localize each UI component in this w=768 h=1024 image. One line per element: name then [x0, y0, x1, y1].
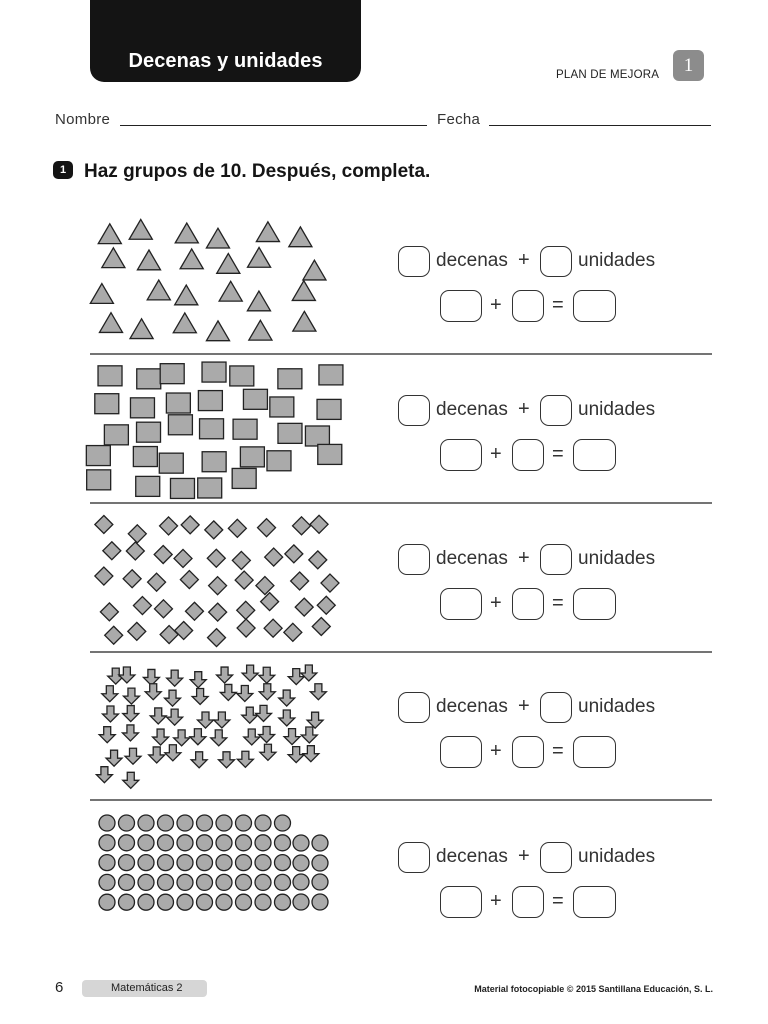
diamond-icon	[180, 571, 198, 589]
arrow-down-icon	[301, 665, 317, 681]
circle-icon	[119, 874, 135, 890]
arrow-down-icon	[123, 706, 139, 722]
diamond-icon	[258, 519, 276, 537]
circle-icon	[99, 874, 115, 890]
circle-icon	[158, 874, 174, 890]
units-label: unidades	[578, 696, 656, 717]
arrow-down-icon	[96, 767, 112, 783]
diamond-icon	[105, 626, 123, 644]
book-label: Matemáticas 2	[82, 980, 207, 997]
diamond-icon	[209, 603, 227, 621]
arrow-down-icon	[259, 727, 275, 743]
circle-icon	[177, 874, 193, 890]
circle-icon	[119, 894, 135, 910]
circle-icon	[138, 835, 154, 851]
plan-label: PLAN DE MEJORA	[556, 69, 660, 81]
arrow-down-icon	[150, 708, 166, 724]
diamond-icon	[205, 521, 223, 539]
plus-sign: +	[490, 592, 502, 614]
date-label: Fecha	[437, 111, 481, 128]
arrow-down-icon	[165, 690, 181, 706]
circle-icon	[197, 815, 213, 831]
diamond-icon	[321, 574, 339, 592]
circle-icon	[197, 874, 213, 890]
diamond-icon	[95, 567, 113, 585]
diamond-icon	[295, 598, 313, 616]
tens-value-box[interactable]	[440, 588, 482, 620]
arrow-down-icon	[284, 729, 300, 745]
triangle-icon	[147, 280, 170, 300]
arrow-down-icon	[149, 747, 165, 763]
circle-icon	[216, 815, 232, 831]
triangle-icon	[173, 313, 196, 333]
diamond-icon	[181, 516, 199, 534]
diamond-icon	[185, 602, 203, 620]
diamond-icon	[261, 593, 279, 611]
plus-sign: +	[490, 890, 502, 912]
square-icon	[133, 447, 157, 467]
diamond-icon	[235, 571, 253, 589]
triangle-icon	[293, 311, 316, 331]
plus-sign: +	[490, 294, 502, 316]
circle-icon	[236, 874, 252, 890]
triangle-icon	[130, 319, 153, 339]
arrow-down-icon	[99, 727, 115, 743]
circle-icon	[138, 815, 154, 831]
circle-icon	[197, 835, 213, 851]
circle-icon	[158, 815, 174, 831]
arrow-down-icon	[279, 690, 295, 706]
name-label: Nombre	[55, 111, 111, 128]
arrow-down-icon	[242, 707, 258, 723]
circle-icon	[197, 894, 213, 910]
circle-icon	[99, 835, 115, 851]
circle-icon	[236, 894, 252, 910]
arrow-down-icon	[143, 669, 159, 685]
equals-sign: =	[552, 740, 564, 762]
diamond-icon	[232, 551, 250, 569]
arrow-down-icon	[307, 712, 323, 728]
circle-icon	[312, 855, 328, 871]
plus-sign: +	[518, 249, 530, 271]
units-input-box[interactable]	[540, 692, 572, 723]
arrow-down-icon	[237, 686, 253, 702]
answer-block	[396, 692, 676, 792]
diamond-icon	[95, 516, 113, 534]
square-icon	[130, 398, 154, 418]
circle-icon	[138, 874, 154, 890]
circle-icon	[158, 894, 174, 910]
tens-input-box[interactable]	[398, 692, 430, 723]
circle-icon	[158, 835, 174, 851]
square-icon	[95, 394, 119, 414]
diamond-icon	[209, 577, 227, 595]
arrow-down-icon	[167, 670, 183, 686]
arrow-down-icon	[279, 710, 295, 726]
tens-value-box[interactable]	[440, 886, 482, 918]
square-icon	[136, 476, 160, 496]
arrow-down-icon	[102, 706, 118, 722]
circle-icon	[275, 894, 291, 910]
tens-label: decenas	[436, 399, 508, 420]
arrow-down-icon	[153, 729, 169, 745]
circle-icon	[177, 815, 193, 831]
diamond-icon	[228, 519, 246, 537]
arrow-down-icon	[288, 669, 304, 685]
diamond-icon	[103, 542, 121, 560]
circle-icon	[312, 874, 328, 890]
circle-icon	[275, 855, 291, 871]
arrow-down-icon	[106, 750, 122, 766]
units-value-box[interactable]	[512, 736, 544, 768]
plus-sign: +	[490, 740, 502, 762]
square-icon	[137, 422, 161, 442]
square-icon	[200, 419, 224, 439]
diamond-icon	[285, 545, 303, 563]
plus-sign: +	[518, 695, 530, 717]
circle-icon	[99, 894, 115, 910]
total-value-box[interactable]	[573, 588, 616, 620]
circle-icon	[293, 855, 309, 871]
tens-label: decenas	[436, 548, 508, 569]
circle-icon	[138, 855, 154, 871]
diamond-icon	[265, 548, 283, 566]
arrow-down-icon	[237, 751, 253, 767]
circle-icon	[99, 855, 115, 871]
tens-input-box[interactable]	[398, 842, 430, 873]
square-icon	[98, 366, 122, 386]
triangle-icon	[206, 228, 229, 248]
units-label: unidades	[578, 250, 656, 271]
arrow-down-icon	[214, 712, 230, 728]
triangle-icon	[180, 249, 203, 269]
total-value-box[interactable]	[573, 439, 616, 471]
units-value-box[interactable]	[512, 439, 544, 471]
tens-label: decenas	[436, 846, 508, 867]
tens-input-box[interactable]	[398, 544, 430, 575]
equals-sign: =	[552, 592, 564, 614]
diamond-icon	[126, 542, 144, 560]
diamond-icon	[264, 619, 282, 637]
arrow-down-icon	[123, 772, 139, 788]
diamond-icon	[284, 623, 302, 641]
circle-icon	[255, 874, 271, 890]
tens-value-box[interactable]	[440, 736, 482, 768]
exercise-instruction: Haz grupos de 10. Después, completa.	[84, 161, 431, 182]
diamond-icon	[100, 603, 118, 621]
circle-icon	[255, 835, 271, 851]
square-icon	[87, 470, 111, 490]
arrow-down-icon	[165, 745, 181, 761]
diamond-icon	[293, 517, 311, 535]
square-icon	[166, 393, 190, 413]
square-icon	[198, 391, 222, 411]
equals-sign: =	[552, 890, 564, 912]
square-icon	[233, 419, 257, 439]
square-icon	[198, 478, 222, 498]
square-icon	[86, 446, 110, 466]
arrow-down-icon	[259, 684, 275, 700]
square-icon	[168, 415, 192, 435]
page-title: Decenas y unidades	[128, 50, 323, 72]
square-icon	[278, 369, 302, 389]
arrow-down-icon	[242, 665, 258, 681]
triangle-icon	[137, 250, 160, 270]
units-value-box[interactable]	[512, 886, 544, 918]
diamond-icon	[128, 622, 146, 640]
square-icon	[202, 362, 226, 382]
units-input-box[interactable]	[540, 395, 572, 426]
diamond-icon	[174, 549, 192, 567]
arrow-down-icon	[256, 705, 272, 721]
triangle-icon	[175, 285, 198, 305]
square-icon	[278, 423, 302, 443]
arrow-down-icon	[259, 667, 275, 683]
triangle-icon	[249, 320, 272, 340]
circle-icon	[216, 855, 232, 871]
diamond-icon	[154, 600, 172, 618]
circle-icon	[216, 835, 232, 851]
arrow-down-icon	[167, 709, 183, 725]
arrow-down-icon	[211, 730, 227, 746]
triangle-icon	[219, 281, 242, 301]
answer-block	[396, 395, 676, 495]
plus-sign: +	[518, 845, 530, 867]
arrow-down-icon	[145, 684, 161, 700]
circle-icon	[99, 815, 115, 831]
arrow-down-icon	[220, 684, 236, 700]
plus-sign: +	[518, 547, 530, 569]
units-input-box[interactable]	[540, 544, 572, 575]
triangle-icon	[98, 224, 121, 244]
arrow-down-icon	[192, 688, 208, 704]
circle-icon	[138, 894, 154, 910]
arrow-down-icon	[217, 667, 233, 683]
arrow-down-icon	[125, 748, 141, 764]
square-icon	[267, 451, 291, 471]
tens-label: decenas	[436, 250, 508, 271]
total-value-box[interactable]	[573, 290, 616, 322]
copyright-text: Material fotocopiable © 2015 Santillana Educación, S. L.	[474, 984, 713, 994]
exercise-number-badge: 1	[53, 161, 73, 179]
arrow-down-icon	[303, 746, 319, 762]
circle-icon	[216, 894, 232, 910]
page-number: 6	[55, 979, 64, 996]
tens-value-box[interactable]	[440, 290, 482, 322]
diamond-icon	[317, 596, 335, 614]
diamond-icon	[160, 517, 178, 535]
square-icon	[319, 365, 343, 385]
tens-input-box[interactable]	[398, 395, 430, 426]
triangle-icon	[129, 219, 152, 239]
triangle-icon	[247, 291, 270, 311]
circle-icon	[158, 855, 174, 871]
diamond-icon	[128, 525, 146, 543]
square-icon	[202, 452, 226, 472]
diamond-icon	[207, 549, 225, 567]
arrow-down-icon	[218, 752, 234, 768]
arrow-down-icon	[102, 686, 118, 702]
circle-icon	[236, 815, 252, 831]
circle-icon	[293, 874, 309, 890]
arrow-down-icon	[119, 667, 135, 683]
units-input-box[interactable]	[540, 842, 572, 873]
circle-icon	[177, 894, 193, 910]
circle-icon	[119, 835, 135, 851]
circle-icon	[255, 855, 271, 871]
square-icon	[305, 426, 329, 446]
triangle-icon	[90, 284, 113, 304]
circle-icon	[275, 835, 291, 851]
arrow-down-icon	[122, 725, 138, 741]
triangle-icon	[99, 313, 122, 333]
diamond-icon	[133, 597, 151, 615]
answer-block	[396, 246, 676, 346]
arrow-down-icon	[244, 729, 260, 745]
square-icon	[230, 366, 254, 386]
arrow-down-icon	[288, 747, 304, 763]
total-value-box[interactable]	[573, 736, 616, 768]
square-icon	[159, 453, 183, 473]
square-icon	[270, 397, 294, 417]
square-icon	[104, 425, 128, 445]
arrow-down-icon	[190, 672, 206, 688]
answer-block	[396, 842, 676, 942]
circle-icon	[236, 835, 252, 851]
circle-icon	[255, 815, 271, 831]
circle-icon	[293, 894, 309, 910]
triangle-icon	[217, 253, 240, 273]
square-icon	[318, 444, 342, 464]
triangle-icon	[289, 227, 312, 247]
square-icon	[170, 478, 194, 498]
circle-icon	[177, 835, 193, 851]
arrow-down-icon	[190, 729, 206, 745]
units-input-box[interactable]	[540, 246, 572, 277]
circle-icon	[177, 855, 193, 871]
plus-sign: +	[518, 398, 530, 420]
units-value-box[interactable]	[512, 588, 544, 620]
circle-icon	[119, 855, 135, 871]
circle-icon	[197, 855, 213, 871]
arrow-down-icon	[301, 727, 317, 743]
circle-icon	[312, 835, 328, 851]
units-label: unidades	[578, 846, 656, 867]
triangle-icon	[175, 223, 198, 243]
diamond-icon	[175, 621, 193, 639]
square-icon	[232, 468, 256, 488]
plan-number-badge: 1	[673, 50, 704, 81]
circle-icon	[275, 874, 291, 890]
diamond-icon	[309, 551, 327, 569]
diamond-icon	[237, 601, 255, 619]
triangle-icon	[206, 321, 229, 341]
total-value-box[interactable]	[573, 886, 616, 918]
arrow-down-icon	[191, 752, 207, 768]
circle-icon	[255, 894, 271, 910]
circle-icon	[236, 855, 252, 871]
arrow-down-icon	[310, 684, 326, 700]
diamond-icon	[237, 619, 255, 637]
square-icon	[243, 389, 267, 409]
answer-block	[396, 544, 676, 644]
square-icon	[317, 399, 341, 419]
circle-icon	[312, 894, 328, 910]
units-value-box[interactable]	[512, 290, 544, 322]
circle-icon	[293, 835, 309, 851]
equals-sign: =	[552, 294, 564, 316]
circle-icon	[275, 815, 291, 831]
circle-icon	[119, 815, 135, 831]
tens-label: decenas	[436, 696, 508, 717]
arrow-down-icon	[260, 744, 276, 760]
plus-sign: +	[490, 443, 502, 465]
arrow-down-icon	[123, 688, 139, 704]
arrow-down-icon	[197, 712, 213, 728]
tens-value-box[interactable]	[440, 439, 482, 471]
square-icon	[240, 447, 264, 467]
diamond-icon	[160, 626, 178, 644]
diamond-icon	[312, 618, 330, 636]
units-label: unidades	[578, 399, 656, 420]
triangle-icon	[303, 260, 326, 280]
diamond-icon	[154, 546, 172, 564]
diamond-icon	[148, 573, 166, 591]
triangle-icon	[256, 222, 279, 242]
circle-icon	[216, 874, 232, 890]
diamond-icon	[291, 572, 309, 590]
triangle-icon	[102, 248, 125, 268]
triangle-icon	[292, 281, 315, 301]
diamond-icon	[123, 570, 141, 588]
diamond-icon	[208, 629, 226, 647]
triangle-icon	[248, 247, 271, 267]
square-icon	[160, 364, 184, 384]
diamond-icon	[310, 515, 328, 533]
equals-sign: =	[552, 443, 564, 465]
units-label: unidades	[578, 548, 656, 569]
square-icon	[137, 369, 161, 389]
diamond-icon	[256, 577, 274, 595]
tens-input-box[interactable]	[398, 246, 430, 277]
arrow-down-icon	[174, 730, 190, 746]
